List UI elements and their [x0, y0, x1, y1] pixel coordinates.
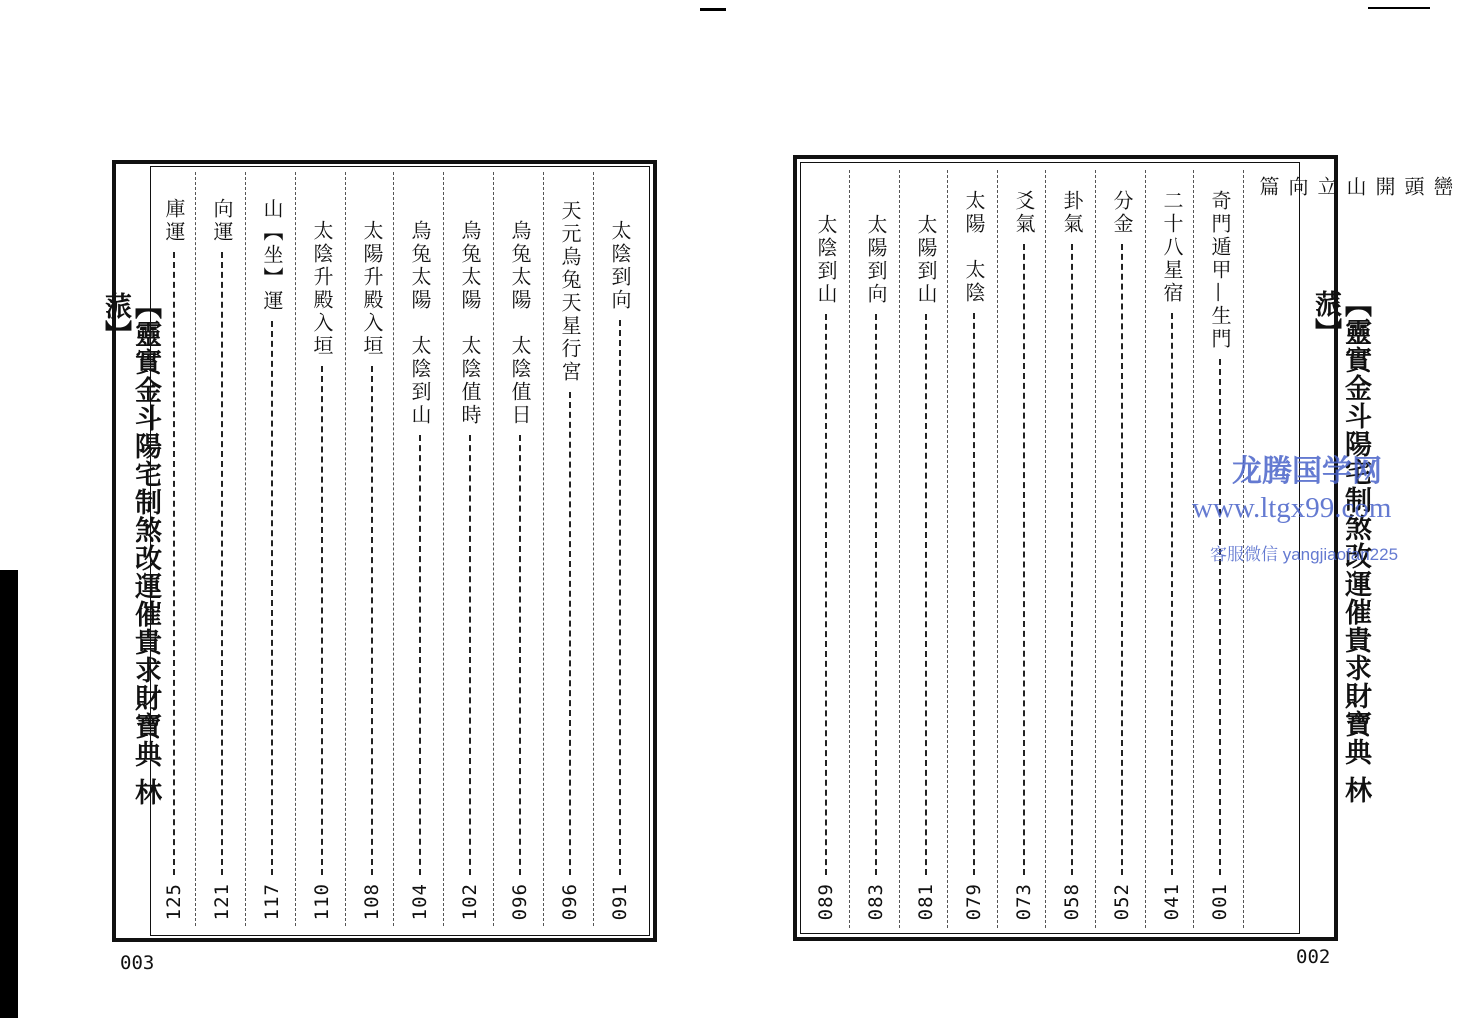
dotted-leader — [619, 320, 621, 875]
entry-page: 125 — [163, 882, 185, 920]
toc-entry — [960, 190, 988, 920]
column-rule — [245, 172, 246, 926]
toc-entry — [1010, 190, 1038, 920]
dotted-leader — [875, 314, 877, 875]
entry-title: 太陽到向 — [864, 214, 888, 306]
dotted-leader — [419, 435, 421, 875]
dotted-leader — [1071, 244, 1073, 875]
entry-page: 104 — [409, 882, 431, 920]
column-rule — [593, 172, 594, 926]
entry-title: 烏兔太陽 太陰值日 — [508, 220, 532, 427]
column-rule — [947, 170, 948, 928]
entry-page: 001 — [1209, 882, 1231, 920]
column-rule — [345, 172, 346, 926]
column-rule — [543, 172, 544, 926]
entry-title: 太陽到山 — [914, 214, 938, 306]
entry-title: 太陽 太陰 — [962, 190, 986, 305]
dotted-leader — [221, 252, 223, 875]
entry-title: 卦氣 — [1060, 190, 1084, 236]
entry-page: 121 — [211, 882, 233, 920]
toc-entry — [1158, 190, 1186, 920]
toc-entry — [862, 214, 890, 920]
entry-title: 庫運 — [162, 198, 186, 244]
entry-page: 081 — [915, 882, 937, 920]
dotted-leader — [1219, 359, 1221, 875]
watermark-url: www.ltgx99.com — [1192, 492, 1392, 524]
toc-entry — [606, 220, 634, 920]
entry-title: 烏兔太陽 太陰值時 — [458, 220, 482, 427]
entry-page: 096 — [509, 882, 531, 920]
dotted-leader — [271, 321, 273, 875]
dotted-leader — [569, 392, 571, 875]
column-rule — [849, 170, 850, 928]
entry-title: 太陰升殿入垣 — [310, 220, 334, 358]
section-title: 巒頭開山立向篇 — [1256, 176, 1454, 199]
column-rule — [493, 172, 494, 926]
toc-entry — [456, 220, 484, 920]
column-rule — [1045, 170, 1046, 928]
column-rule — [195, 172, 196, 926]
toc-entry — [812, 214, 840, 920]
dotted-leader — [825, 314, 827, 875]
dotted-leader — [371, 366, 373, 875]
toc-entry — [258, 198, 286, 920]
entry-page: 052 — [1111, 882, 1133, 920]
entry-title: 烏兔太陽 太陰到山 — [408, 220, 432, 427]
toc-entry — [358, 220, 386, 920]
entry-page: 058 — [1061, 882, 1083, 920]
book-title: 【靈實金斗陽宅制煞改運催貴求財寶典 林蒎】 — [1310, 290, 1371, 805]
entry-title: 爻氣 — [1012, 190, 1036, 236]
dotted-leader — [173, 252, 175, 875]
toc-entry — [1058, 190, 1086, 920]
scan-spine-shadow — [0, 570, 18, 1018]
entry-page: 041 — [1161, 882, 1183, 920]
entry-page: 083 — [865, 882, 887, 920]
toc-entry — [912, 214, 940, 920]
entry-page: 073 — [1013, 882, 1035, 920]
toc-entry — [506, 220, 534, 920]
entry-page: 089 — [815, 882, 837, 920]
entry-page: 091 — [609, 882, 631, 920]
entry-page: 079 — [963, 882, 985, 920]
column-rule — [1095, 170, 1096, 928]
toc-entry — [160, 198, 188, 920]
dotted-leader — [973, 313, 975, 875]
dotted-leader — [469, 435, 471, 875]
toc-entry — [1108, 190, 1136, 920]
toc-entry — [208, 198, 236, 920]
entry-title: 太陰到山 — [814, 214, 838, 306]
page-number: 003 — [120, 952, 155, 974]
entry-title: 向運 — [210, 198, 234, 244]
dotted-leader — [519, 435, 521, 875]
entry-title: 山【坐】運 — [260, 198, 284, 313]
entry-page: 110 — [311, 882, 333, 920]
dotted-leader — [321, 366, 323, 875]
entry-page: 117 — [261, 882, 283, 920]
watermark-contact: 客服微信 yangjiaofan225 — [1210, 545, 1399, 564]
entry-page: 108 — [361, 882, 383, 920]
entry-page: 096 — [559, 882, 581, 920]
column-rule — [393, 172, 394, 926]
scan-mark — [700, 8, 726, 11]
entry-title: 奇門遁甲—生門 — [1208, 190, 1232, 351]
column-rule — [899, 170, 900, 928]
dotted-leader — [1121, 244, 1123, 875]
column-rule — [295, 172, 296, 926]
entry-title: 分金 — [1110, 190, 1134, 236]
dotted-leader — [925, 314, 927, 875]
entry-title: 天元烏兔天星行宮 — [558, 200, 582, 384]
watermark-site-name: 龙腾国学网 — [1232, 455, 1382, 488]
column-rule — [997, 170, 998, 928]
entry-title: 二十八星宿 — [1160, 190, 1184, 305]
page-number: 002 — [1296, 946, 1331, 968]
toc-entry — [308, 220, 336, 920]
entry-title: 太陽升殿入垣 — [360, 220, 384, 358]
column-rule — [1193, 170, 1194, 928]
entry-title: 太陰到向 — [608, 220, 632, 312]
dotted-leader — [1023, 244, 1025, 875]
entry-page: 102 — [459, 882, 481, 920]
dotted-leader — [1171, 313, 1173, 875]
book-title: 【靈實金斗陽宅制煞改運催貴求財寶典 林蒎】 — [100, 292, 161, 807]
toc-entry — [406, 220, 434, 920]
scan-mark — [1368, 7, 1430, 9]
column-rule — [443, 172, 444, 926]
column-rule — [1145, 170, 1146, 928]
toc-entry — [556, 200, 584, 920]
